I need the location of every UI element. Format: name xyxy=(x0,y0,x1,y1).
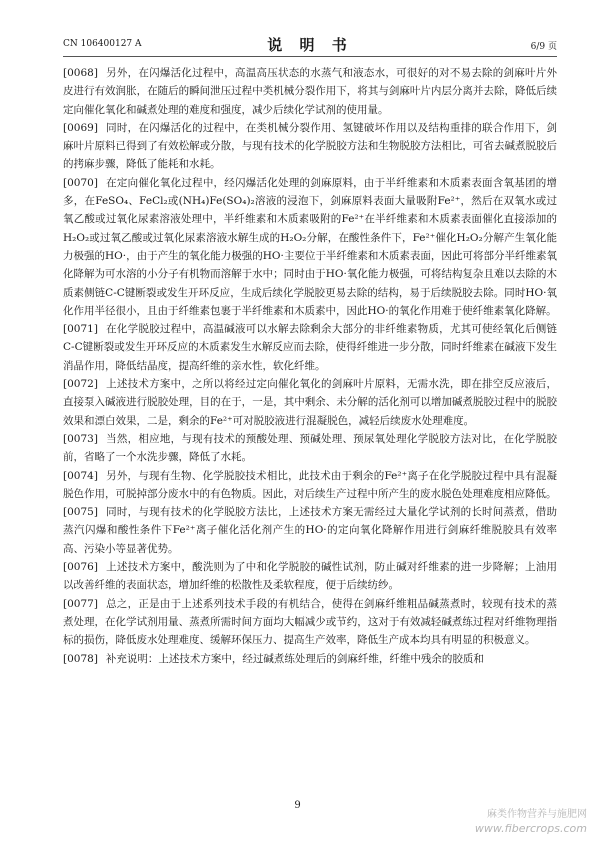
paragraph-number: [0073] xyxy=(63,432,98,445)
page-header xyxy=(63,34,557,57)
paragraph-number: [0069] xyxy=(63,121,98,134)
patent-number: CN 106400127 A xyxy=(63,39,142,49)
paragraph-number: [0076] xyxy=(63,561,98,574)
paragraph-0076 xyxy=(63,558,557,595)
paragraph-number: [0077] xyxy=(63,597,98,610)
paragraph-0068 xyxy=(63,64,557,119)
page-indicator: 6/9 页 xyxy=(530,42,557,52)
watermark-url: www.fibercrops.com xyxy=(474,822,587,835)
paragraph-text: 另外，与现有生物、化学脱胶技术相比，此技术由于剩余的Fe²⁺离子在化学脱胶过程中具有混凝脱色作用，可脱掉部分废水中的有色物质。因此，对后续生产过程中所产生的废水脱色处理难度相应降低。 xyxy=(63,469,557,500)
paragraph-text: 在定向催化氧化过程中，经闪爆活化处理的剑麻原料，由于半纤维素和木质素表面含氧基团的增多，在FeSO₄、FeCl₂或(NH₄)Fe(SO₄)₂溶液的浸泡下，剑麻原料表面大量吸附Fe²⁺，然后在双氧水或过氧乙酸或过氧化尿素溶液处理中，半纤维素和木质素吸附的Fe²⁺在半纤维素和木质素表面催化直接添加的H₂O₂或过氧乙酸或过氧化尿素溶液水解生成的H₂O₂分解，在酸性条件下，Fe²⁺催化H₂O₂分解产生氧化能力极强的HO·，由于产生的氧化能力极强的HO·主要位于半纤维素和木质素表面，因此可将部分半纤维素氧化降解为可水溶的小分子有机物而溶解于水中；同时由于HO·氧化能力极强，可将结构复杂且难以去除的木质素侧链C-C键断裂或发生开环反应，生成后续化学脱胶更易去除的结构，易于后续脱胶去除。同时HO·氧化作用半径很小，且由于纤维素包裹于半纤维素和木质素中，因此HO·的氧化作用难于使纤维素氧化降解。 xyxy=(63,176,557,317)
paragraph-0069 xyxy=(63,119,557,174)
watermark-site-name: 麻类作物营养与施肥网 xyxy=(487,809,587,820)
paragraph-text: 同时，与现有技术的化学脱胶方法比，上述技术方案无需经过大量化学试剂的长时间蒸煮，借助蒸汽闪爆和酸性条件下Fe²⁺离子催化活化剂产生的HO·的定向氧化降解作用进行剑麻纤维脱胶具有效率高、污染小等显著优势。 xyxy=(63,506,557,555)
document-title: 说 明 书 xyxy=(267,36,353,54)
paragraph-0077 xyxy=(63,595,557,650)
document-body xyxy=(63,64,557,668)
paragraph-0071 xyxy=(63,320,557,375)
paragraph-number: [0070] xyxy=(63,176,98,189)
paragraph-text: 同时，在闪爆活化的过程中，在类机械分裂作用、氢键破坏作用以及结构重排的联合作用下，剑麻叶片原料已得到了有效松解或分散，与现有技术的化学脱胶方法和生物脱胶方法相比，可省去碱煮脱胶后的拷麻步骤，降低了能耗和水耗。 xyxy=(63,121,557,171)
paragraph-text: 补充说明：上述技术方案中，经过碱煮练处理后的剑麻纤维，纤维中残余的胶质和 xyxy=(105,652,484,665)
paragraph-number: [0074] xyxy=(63,469,98,482)
paragraph-0075 xyxy=(63,503,557,558)
paragraph-number: [0078] xyxy=(63,652,98,665)
paragraph-text: 另外，在闪爆活化过程中，高温高压状态的水蒸气和液态水，可很好的对不易去除的剑麻叶片外皮进行有效润胀，在随后的瞬间泄压过程中类机械分裂作用下，将其与剑麻叶片内层分离并去除，降低后续定向催化氧化和碱煮处理的难度和强度，减少后续化学试剂的使用量。 xyxy=(63,67,557,116)
paragraph-number: [0068] xyxy=(63,67,98,79)
paragraph-number: [0072] xyxy=(63,378,98,391)
paragraph-0078 xyxy=(63,650,557,668)
watermark xyxy=(475,808,587,836)
paragraph-text: 上述技术方案中，酸洗则为了中和化学脱胶的碱性试剂，防止碱对纤维素的进一步降解；上油用以改善纤维的表面状态，增加纤维的松散性及柔软程度，便于后续纺纱。 xyxy=(63,561,557,592)
paragraph-text: 上述技术方案中，之所以将经过定向催化氧化的剑麻叶片原料，无需水洗，即在排空反应液后，直接泵入碱液进行脱胶处理，目的在于，一是，其中剩余、未分解的活化剂可以增加碱煮脱胶过程中的脱胶效果和漂白效果，二是，剩余的Fe²⁺可对脱胶液进行混凝脱色，减轻后续废水处理难度。 xyxy=(63,378,557,427)
paragraph-number: [0075] xyxy=(63,506,98,519)
paragraph-0072 xyxy=(63,375,557,430)
page-number: 9 xyxy=(294,800,301,811)
paragraph-0073 xyxy=(63,430,557,467)
paragraph-0074 xyxy=(63,467,557,504)
paragraph-text: 总之，正是由于上述系列技术手段的有机结合，使得在剑麻纤维粗品碱蒸煮时，较现有技术的蒸煮处理，在化学试剂用量、蒸煮所需时间方面均大幅减少或节约，这对于有效减轻碱煮练过程对纤维物理指标的损伤，降低废水处理难度、缓解环保压力、提高生产效率，降低生产成本均具有明显的积极意义。 xyxy=(63,597,557,647)
paragraph-number: [0071] xyxy=(63,323,98,336)
paragraph-text: 在化学脱胶过程中，高温碱液可以水解去除剩余大部分的非纤维素物质，尤其可使经氧化后侧链C-C键断裂或发生开环反应的木质素发生水解反应而去除，使得纤维进一步分散，同时纤维素在碱液下发生消晶作用，降低结晶度，提高纤维的亲水性，软化纤维。 xyxy=(63,323,557,372)
paragraph-0070 xyxy=(63,174,557,320)
paragraph-text: 当然，相应地，与现有技术的预酸处理、预碱处理、预尿氧处理化学脱胶方法对比，在化学脱胶前，省略了一个水洗步骤，降低了水耗。 xyxy=(63,432,557,464)
